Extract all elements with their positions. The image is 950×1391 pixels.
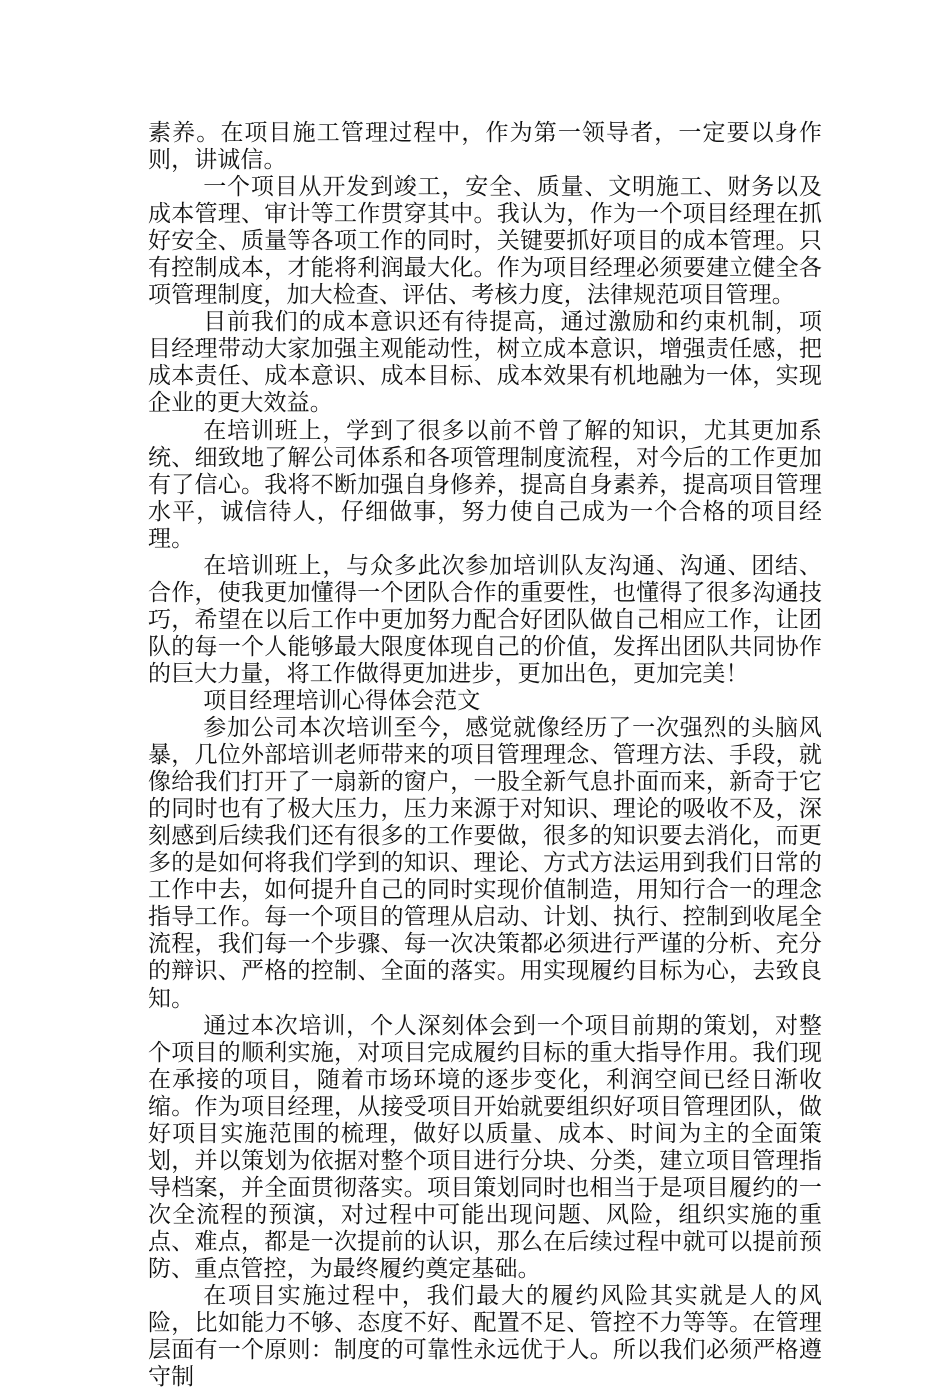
paragraph-2: 一个项目从开发到竣工，安全、质量、文明施工、财务以及成本管理、审计等工作贯穿其中。我认为，作为一个项目经理在抓好安全、质量等各项工作的同时，关键要抓好项目的成本管理。只有控制成本，才能将利润最大化。作为项目经理必须要建立健全各项管理制度，加大检查、评估、考核力度，法律规范项目管理。 [148,174,822,309]
paragraph-4: 在培训班上，学到了很多以前不曾了解的知识，尤其更加系统、细致地了解公司体系和各项管理制度流程，对今后的工作更加有了信心。我将不断加强自身修养，提高自身素养，提高项目管理水平，诚信待人，仔细做事，努力使自己成为一个合格的项目经理。 [148,417,822,552]
paragraph-6: 参加公司本次培训至今，感觉就像经历了一次强烈的头脑风暴，几位外部培训老师带来的项目管理理念、管理方法、手段，就像给我们打开了一扇新的窗户，一股全新气息扑面而来，新奇于它的同时也有了极大压力，压力来源于对知识、理论的吸收不及，深刻感到后续我们还有很多的工作要做，很多的知识要去消化，而更多的是如何将我们学到的知识、理论、方式方法运用到我们日常的工作中去，如何提升自己的同时实现价值制造，用知行合一的理念指导工作。每一个项目的管理从启动、计划、执行、控制到收尾全流程，我们每一个步骤、每一次决策都必须进行严谨的分析、充分的辩识、严格的控制、全面的落实。用实现履约目标为心，去致良知。 [148,715,822,1012]
paragraph-7: 通过本次培训，个人深刻体会到一个项目前期的策划，对整个项目的顺利实施，对项目完成履约目标的重大指导作用。我们现在承接的项目，随着市场环境的逐步变化，利润空间已经日渐收缩。作为项目经理，从接受项目开始就要组织好项目管理团队，做好项目实施范围的梳理，做好以质量、成本、时间为主的全面策划，并以策划为依据对整个项目进行分块、分类，建立项目管理指导档案，并全面贯彻落实。项目策划同时也相当于是项目履约的一次全流程的预演，对过程中可能出现问题、风险，组织实施的重点、难点，都是一次提前的认识，那么在后续过程中就可以提前预防、重点管控，为最终履约奠定基础。 [148,1012,822,1282]
section-title: 项目经理培训心得体会范文 [203,687,481,714]
document-page [148,120,822,1391]
paragraph-5: 在培训班上，与众多此次参加培训队友沟通、沟通、团结、合作，使我更加懂得一个团队合作的重要性，也懂得了很多沟通技巧，希望在以后工作中更加努力配合好团队做自己相应工作，让团队的每一个人能够最大限度体现自己的价值，发挥出团队共同协作的巨大力量，将工作做得更加进步，更加出色，更加完美！ [148,552,822,687]
paragraph-3: 目前我们的成本意识还有待提高，通过激励和约束机制，项目经理带动大家加强主观能动性，树立成本意识，增强责任感，把成本责任、成本意识、成本目标、成本效果有机地融为一体，实现企业的更大效益。 [148,309,822,417]
paragraph-8: 在项目实施过程中，我们最大的履约风险其实就是人的风险，比如能力不够、态度不好、配置不足、管控不力等等。在管理层面有一个原则：制度的可靠性永远优于人。所以我们必须严格遵守制 [148,1283,822,1391]
paragraph-1: 素养。在项目施工管理过程中，作为第一领导者，一定要以身作则，讲诚信。 [148,120,822,174]
